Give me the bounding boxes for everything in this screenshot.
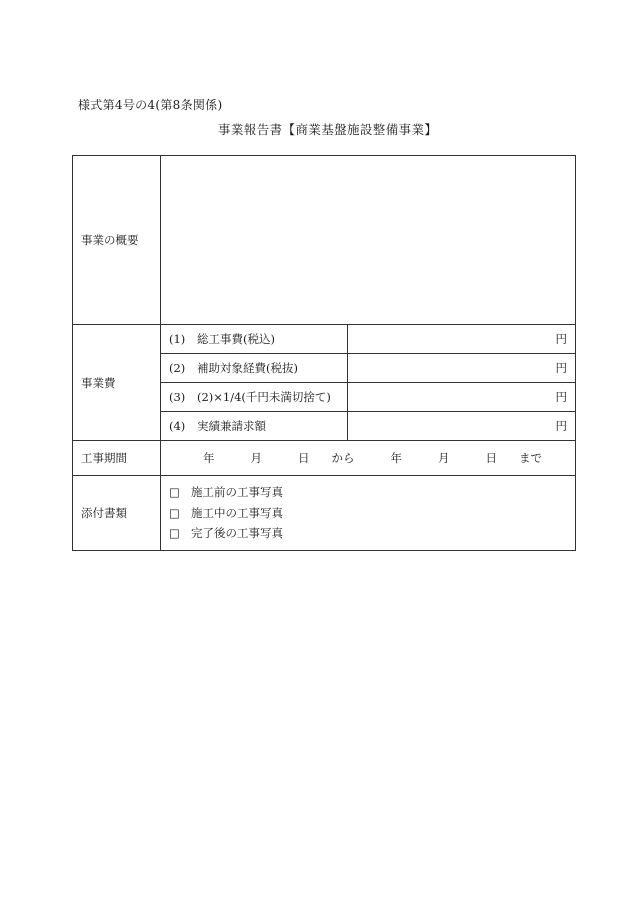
start-month-unit: 月 (250, 451, 262, 465)
cost-item-2 (161, 354, 348, 383)
summary-label: 事業の概要 (73, 156, 161, 325)
cost-item-3 (161, 383, 348, 412)
period-until: まで (519, 451, 542, 465)
attachments-row (73, 476, 576, 551)
report-table (72, 155, 576, 551)
start-year-unit: 年 (203, 451, 215, 465)
cost-value-field-2[interactable] (348, 354, 576, 383)
cost-item-number: (3) (169, 390, 186, 404)
period-row (73, 441, 576, 476)
yen-unit: 円 (555, 332, 567, 346)
checkbox-icon[interactable]: □ (169, 505, 180, 520)
attachment-label: 完了後の工事写真 (191, 526, 283, 541)
attachments-label: 添付書類 (73, 476, 161, 551)
end-day-unit: 日 (485, 451, 497, 465)
checkbox-icon[interactable]: □ (169, 526, 180, 541)
cost-item-label: 総工事費(税込) (197, 332, 275, 346)
attachments-field (161, 476, 576, 551)
summary-field[interactable] (161, 156, 576, 325)
summary-row (73, 156, 576, 325)
cost-item-number: (4) (169, 419, 186, 433)
cost-item-number: (1) (169, 332, 186, 346)
attachments-list (161, 482, 575, 544)
attachment-item[interactable] (169, 503, 575, 524)
cost-label: 事業費 (73, 325, 161, 441)
cost-item-label: 実績兼請求額 (197, 419, 266, 433)
attachment-label: 施工中の工事写真 (191, 505, 283, 520)
period-field[interactable] (161, 441, 576, 476)
period-from: から (331, 451, 355, 465)
yen-unit: 円 (555, 419, 567, 433)
period-label: 工事期間 (73, 441, 161, 476)
start-day-unit: 日 (298, 451, 310, 465)
attachment-item[interactable] (169, 482, 575, 503)
cost-value-field-4[interactable] (348, 412, 576, 441)
cost-item-number: (2) (169, 361, 186, 375)
cost-item-label: (2)×1/4(千円未満切捨て) (197, 390, 331, 404)
attachment-label: 施工前の工事写真 (191, 485, 283, 500)
cost-row-1 (73, 325, 576, 354)
cost-value-field-1[interactable] (348, 325, 576, 354)
checkbox-icon[interactable]: □ (169, 485, 180, 500)
document-title: 事業報告書【商業基盤施設整備事業】 (218, 122, 438, 137)
cost-item-label: 補助対象経費(税抜) (197, 361, 298, 375)
cost-value-field-3[interactable] (348, 383, 576, 412)
end-month-unit: 月 (438, 451, 450, 465)
end-year-unit: 年 (390, 451, 402, 465)
yen-unit: 円 (555, 361, 567, 375)
attachment-item[interactable] (169, 523, 575, 544)
form-number: 様式第4号の4(第8条関係) (78, 98, 223, 112)
yen-unit: 円 (555, 390, 567, 404)
cost-item-1 (161, 325, 348, 354)
cost-item-4 (161, 412, 348, 441)
